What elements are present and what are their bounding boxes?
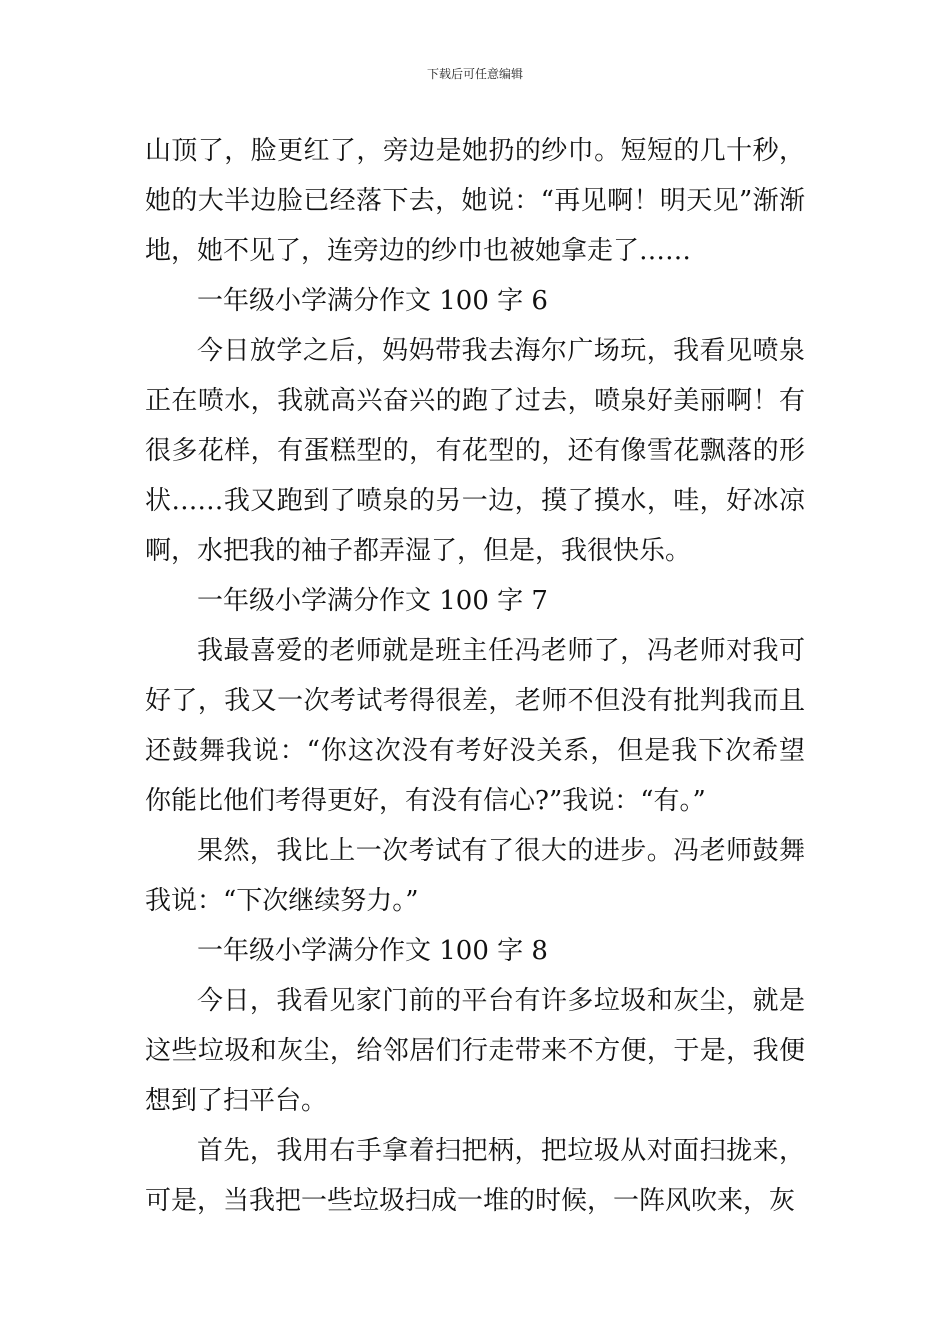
- essay-heading-7: 一年级小学满分作文 100 字 7: [197, 586, 548, 616]
- paragraph-essay-7-part-1: 我最喜爱的老师就是班主任冯老师了，冯老师对我可好了，我又一次考试考得很差，老师不但没有批判我而且还鼓舞我说：“你这次没有考好没关系，但是我下次希望你能比他们考得更好，有没有信心?”我说：“有。”: [145, 636, 805, 816]
- paragraph-essay-8-part-2: 首先，我用右手拿着扫把柄，把垃圾从对面扫拢来，可是，当我把一些垃圾扫成一堆的时候，一阵风吹来，灰: [145, 1136, 805, 1216]
- essay-heading-6: 一年级小学满分作文 100 字 6: [197, 286, 548, 316]
- paragraph-essay-6: 今日放学之后，妈妈带我去海尔广场玩，我看见喷泉正在喷水，我就高兴奋兴的跑了过去，喷泉好美丽啊！有很多花样，有蛋糕型的，有花型的，还有像雪花飘落的形状……我又跑到了喷泉的另一边，摸了摸水，哇，好冰凉啊，水把我的袖子都弄湿了，但是，我很快乐。: [145, 336, 805, 566]
- document-body: [145, 126, 805, 1226]
- page-header-note: 下载后可任意编辑: [426, 67, 523, 81]
- paragraph-continuation: 山顶了，脸更红了，旁边是她扔的纱巾。短短的几十秒，她的大半边脸已经落下去，她说：“再见啊！明天见”渐渐地，她不见了，连旁边的纱巾也被她拿走了……: [145, 136, 805, 266]
- paragraph-essay-7-part-2: 果然，我比上一次考试有了很大的进步。冯老师鼓舞我说：“下次继续努力。”: [145, 836, 805, 916]
- essay-heading-8: 一年级小学满分作文 100 字 8: [197, 936, 548, 966]
- paragraph-essay-8-part-1: 今日，我看见家门前的平台有许多垃圾和灰尘，就是这些垃圾和灰尘，给邻居们行走带来不方便，于是，我便想到了扫平台。: [145, 986, 805, 1116]
